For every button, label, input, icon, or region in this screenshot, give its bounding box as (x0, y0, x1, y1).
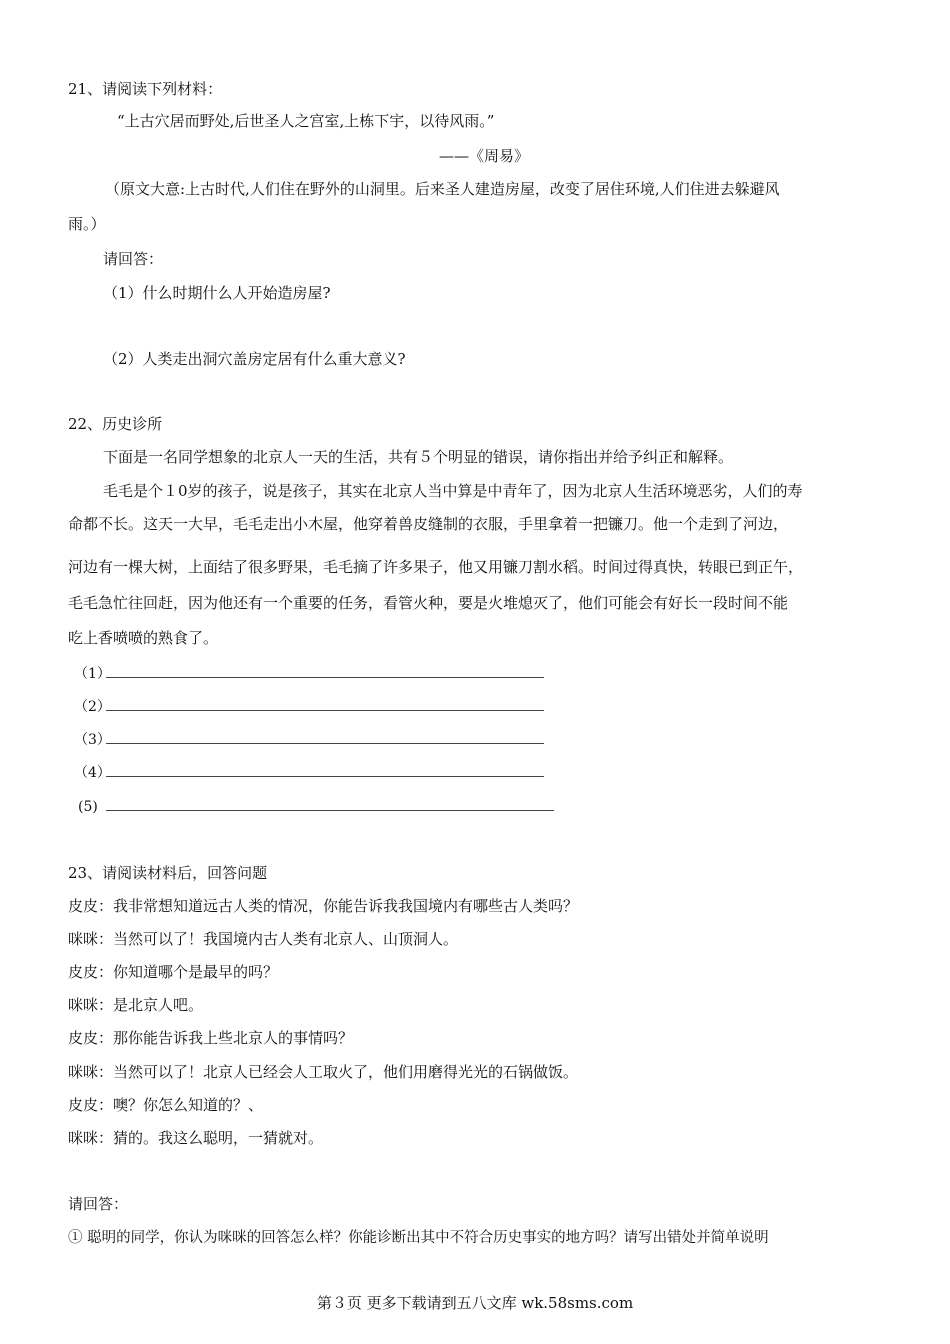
q23-dialogue-line: 咪咪：当然可以了！北京人已经会人工取火了，他们用磨得光光的石锅做饭。 (68, 1063, 579, 1081)
answer-line[interactable] (106, 731, 544, 744)
blank-number: （4） (74, 765, 111, 781)
answer-blank-4[interactable] (74, 763, 544, 783)
q22-story-line: 吃上香喷喷的熟食了。 (68, 629, 219, 647)
q22-story-line: 河边有一棵大树，上面结了很多野果，毛毛摘了许多果子，他又用镰刀割水稻。时间过得真快，转眼已到正午， (68, 558, 804, 576)
blank-number: （1） (74, 666, 111, 682)
q21-prompt: 请回答： (103, 250, 164, 268)
q23-dialogue-line: 皮皮：噢？你怎么知道的？、 (68, 1096, 264, 1114)
q23-dialogue-line: 咪咪：当然可以了！我国境内古人类有北京人、山顶洞人。 (68, 930, 459, 948)
page-footer: 第３页 更多下载请到五八文库 wk.58sms.com (316, 1294, 634, 1312)
q21-source: ——《周易》 (439, 147, 530, 165)
q21-explain-line2: 雨。） (68, 215, 106, 233)
q23-prompt: 请回答： (68, 1195, 129, 1213)
q23-dialogue-line: 皮皮：你知道哪个是最早的吗？ (68, 963, 279, 981)
q22-story-line: 毛毛是个１0岁的孩子，说是孩子，其实在北京人当中算是中青年了，因为北京人生活环境恶劣，人们的寿 (103, 482, 803, 500)
q21-sub2: （2）人类走出洞穴盖房定居有什么重大意义? (103, 350, 406, 368)
answer-line[interactable] (106, 698, 544, 711)
answer-blank-3[interactable] (74, 730, 544, 750)
q23-dialogue-line: 皮皮：那你能告诉我上些北京人的事情吗？ (68, 1029, 354, 1047)
q21-quote: “上古穴居而野处,后世圣人之宫室,上栋下宇，以待风雨。” (117, 112, 495, 130)
q23-dialogue-line: 咪咪：是北京人吧。 (68, 996, 204, 1014)
q21-explain-line1: （原文大意:上古时代,人们住在野外的山洞里。后来圣人建造房屋，改变了居住环境,人们住进去躲避风 (105, 180, 780, 198)
q21-title: 21、请阅读下列材料： (68, 80, 223, 98)
q21-sub1: （1）什么时期什么人开始造房屋? (103, 284, 331, 302)
blank-number: （2） (74, 699, 111, 715)
q23-title: 23、请阅读材料后，回答问题 (68, 864, 268, 882)
answer-line[interactable] (106, 764, 544, 777)
q22-intro: 下面是一名同学想象的北京人一天的生活，共有５个明显的错误，请你指出并给予纠正和解释。 (103, 448, 734, 466)
q23-sub1: ① 聪明的同学，你认为咪咪的回答怎么样？你能诊断出其中不符合历史事实的地方吗？请写出错处并简单说明 (68, 1230, 769, 1246)
q22-title: 22、历史诊所 (68, 415, 163, 433)
q23-dialogue-line: 咪咪：猜的。我这么聪明，一猜就对。 (68, 1129, 324, 1147)
q22-story-line: 命都不长。这天一大早，毛毛走出小木屋，他穿着兽皮缝制的衣服，手里拿着一把镰刀。他一个走到了河边， (68, 515, 789, 533)
answer-blank-1[interactable] (74, 664, 544, 684)
answer-blank-5[interactable] (78, 797, 554, 817)
q23-dialogue-line: 皮皮：我非常想知道远古人类的情况，你能告诉我我国境内有哪些古人类吗？ (68, 897, 579, 915)
blank-number: （3） (74, 732, 111, 748)
answer-line[interactable] (106, 665, 544, 678)
q22-story-line: 毛毛急忙往回赶，因为他还有一个重要的任务，看管火种，要是火堆熄灭了，他们可能会有好长一段时间不能 (68, 594, 789, 612)
answer-blank-2[interactable] (74, 697, 544, 717)
answer-line[interactable] (106, 798, 554, 811)
blank-number: (5) (78, 799, 98, 815)
